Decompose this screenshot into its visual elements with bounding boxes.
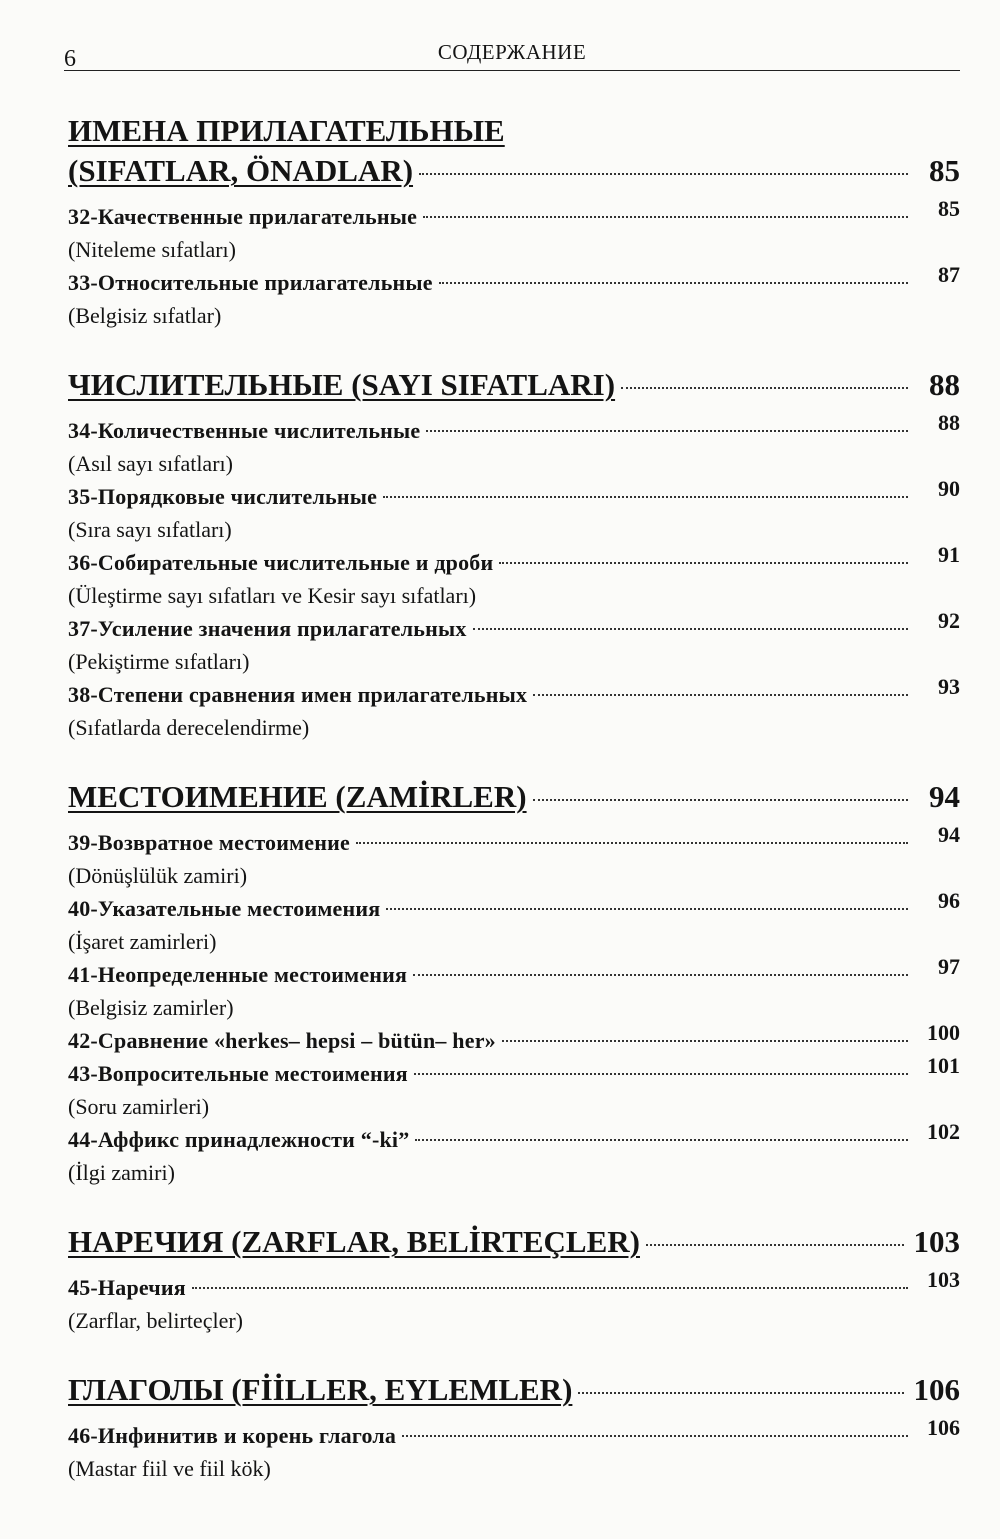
dot-leader	[621, 387, 908, 389]
entry-subtitle: (Belgisiz sıfatlar)	[68, 303, 222, 328]
entry-page-number: 85	[938, 196, 960, 221]
entry-title[interactable]: 40-Указательные местоимения	[68, 896, 381, 921]
entry-subtitle: (Zarflar, belirteçler)	[68, 1308, 243, 1333]
table-of-contents	[68, 112, 960, 1517]
toc-entry[interactable]	[68, 608, 960, 645]
dot-leader	[414, 1073, 908, 1075]
entry-title[interactable]: 44-Аффикс принадлежности “-ki”	[68, 1127, 410, 1152]
dot-leader	[402, 1435, 908, 1437]
entry-page-number: 106	[927, 1415, 960, 1440]
section-title[interactable]: НАРЕЧИЯ (ZARFLAR, BELİRTEÇLER)	[68, 1224, 640, 1259]
toc-entry[interactable]	[68, 542, 960, 579]
entry-subtitle: (Soru zamirleri)	[68, 1094, 210, 1119]
section-page-number: 88	[929, 367, 960, 402]
entry-title[interactable]: 32-Качественные прилагательные	[68, 204, 418, 229]
entry-title[interactable]: 33-Относительные прилагательные	[68, 270, 433, 295]
entry-subtitle: (Mastar fiil ve fiil kök)	[68, 1456, 271, 1481]
section-heading-row[interactable]	[68, 776, 960, 818]
entry-title[interactable]: 41-Неопределенные местоимения	[68, 962, 408, 987]
entry-subtitle: (Belgisiz zamirler)	[68, 995, 234, 1020]
dot-leader	[192, 1287, 908, 1289]
section-title[interactable]: МЕСТОИМЕНИЕ (ZAMİRLER)	[68, 779, 527, 814]
section-heading-row[interactable]	[68, 1221, 960, 1263]
dot-leader	[533, 799, 908, 801]
page-number: 6	[64, 46, 76, 72]
section-page-number: 85	[929, 153, 960, 188]
toc-section	[68, 364, 960, 744]
entry-page-number: 97	[938, 954, 960, 979]
entry-title[interactable]: 42-Сравнение «herkes– hepsi – bütün– her»	[68, 1028, 496, 1053]
entry-page-number: 103	[927, 1267, 960, 1292]
entry-page-number: 87	[938, 262, 960, 287]
entry-subtitle: (Niteleme sıfatları)	[68, 237, 236, 262]
section-page-number: 106	[913, 1372, 960, 1407]
dot-leader	[415, 1139, 908, 1141]
dot-leader	[499, 562, 908, 564]
page-header	[64, 36, 960, 71]
entry-subtitle: (Dönüşlülük zamiri)	[68, 863, 248, 888]
section-title-line1[interactable]: ИМЕНА ПРИЛАГАТЕЛЬНЫЕ	[68, 113, 505, 148]
entry-page-number: 90	[938, 476, 960, 501]
dot-leader	[578, 1392, 903, 1394]
dot-leader	[423, 216, 908, 218]
toc-entry[interactable]	[68, 1119, 960, 1156]
toc-section	[68, 776, 960, 1189]
entry-subtitle: (Asıl sayı sıfatları)	[68, 451, 233, 476]
dot-leader	[383, 496, 908, 498]
toc-entry[interactable]	[68, 410, 960, 447]
dot-leader	[413, 974, 908, 976]
entry-page-number: 91	[938, 542, 960, 567]
entry-subtitle: (İşaret zamirleri)	[68, 929, 217, 954]
entry-title[interactable]: 37-Усиление значения прилагательных	[68, 616, 467, 641]
section-title[interactable]: ЧИСЛИТЕЛЬНЫЕ (SAYI SIFATLARI)	[68, 367, 616, 402]
entry-page-number: 92	[938, 608, 960, 633]
section-title[interactable]: ГЛАГОЛЫ (FİİLLER, EYLEMLER)	[68, 1372, 573, 1407]
entry-subtitle: (Sıfatlarda derecelendirme)	[68, 715, 310, 740]
toc-entry[interactable]	[68, 1020, 960, 1057]
toc-entry[interactable]	[68, 954, 960, 991]
toc-entry[interactable]	[68, 262, 960, 299]
entry-page-number: 100	[927, 1020, 960, 1045]
entry-page-number: 101	[927, 1053, 960, 1078]
entry-title[interactable]: 45-Наречия	[68, 1275, 186, 1300]
entry-subtitle: (Üleştirme sayı sıfatları ve Kesir sayı sıfatları)	[68, 583, 477, 608]
dot-leader	[439, 282, 908, 284]
entry-page-number: 88	[938, 410, 960, 435]
toc-section	[68, 1221, 960, 1337]
entry-page-number: 93	[938, 674, 960, 699]
dot-leader	[386, 908, 908, 910]
dot-leader	[356, 842, 908, 844]
entry-title[interactable]: 39-Возвратное местоимение	[68, 830, 350, 855]
entry-page-number: 94	[938, 822, 960, 847]
section-page-number: 94	[929, 779, 960, 814]
entry-title[interactable]: 36-Собирательные числительные и дроби	[68, 550, 494, 575]
toc-entry[interactable]	[68, 196, 960, 233]
entry-title[interactable]: 35-Порядковые числительные	[68, 484, 378, 509]
entry-title[interactable]: 38-Степени сравнения имен прилагательных	[68, 682, 528, 707]
dot-leader	[419, 173, 908, 175]
toc-entry[interactable]	[68, 822, 960, 859]
toc-section	[68, 112, 960, 332]
entry-title[interactable]: 43-Вопросительные местоимения	[68, 1061, 408, 1086]
entry-title[interactable]: 46-Инфинитив и корень глагола	[68, 1423, 397, 1448]
running-title: СОДЕРЖАНИЕ	[437, 40, 587, 64]
section-page-number: 103	[913, 1224, 960, 1259]
toc-entry[interactable]	[68, 1053, 960, 1090]
dot-leader	[426, 430, 908, 432]
toc-entry[interactable]	[68, 1415, 960, 1452]
toc-section	[68, 1369, 960, 1485]
entry-title[interactable]: 34-Количественные числительные	[68, 418, 421, 443]
dot-leader	[502, 1040, 908, 1042]
dot-leader	[533, 694, 908, 696]
section-heading-row[interactable]	[68, 1369, 960, 1411]
entry-subtitle: (Sıra sayı sıfatları)	[68, 517, 232, 542]
toc-entry[interactable]	[68, 674, 960, 711]
toc-entry[interactable]	[68, 476, 960, 513]
entry-subtitle: (İlgi zamiri)	[68, 1160, 175, 1185]
section-heading-row[interactable]	[68, 150, 960, 192]
toc-entry[interactable]	[68, 888, 960, 925]
section-title[interactable]: (SIFATLAR, ÖNADLAR)	[68, 153, 414, 188]
dot-leader	[473, 628, 908, 630]
entry-subtitle: (Pekiştirme sıfatları)	[68, 649, 250, 674]
section-heading-row[interactable]	[68, 364, 960, 406]
toc-entry[interactable]	[68, 1267, 960, 1304]
entry-page-number: 96	[938, 888, 960, 913]
entry-page-number: 102	[927, 1119, 960, 1144]
dot-leader	[646, 1244, 904, 1246]
